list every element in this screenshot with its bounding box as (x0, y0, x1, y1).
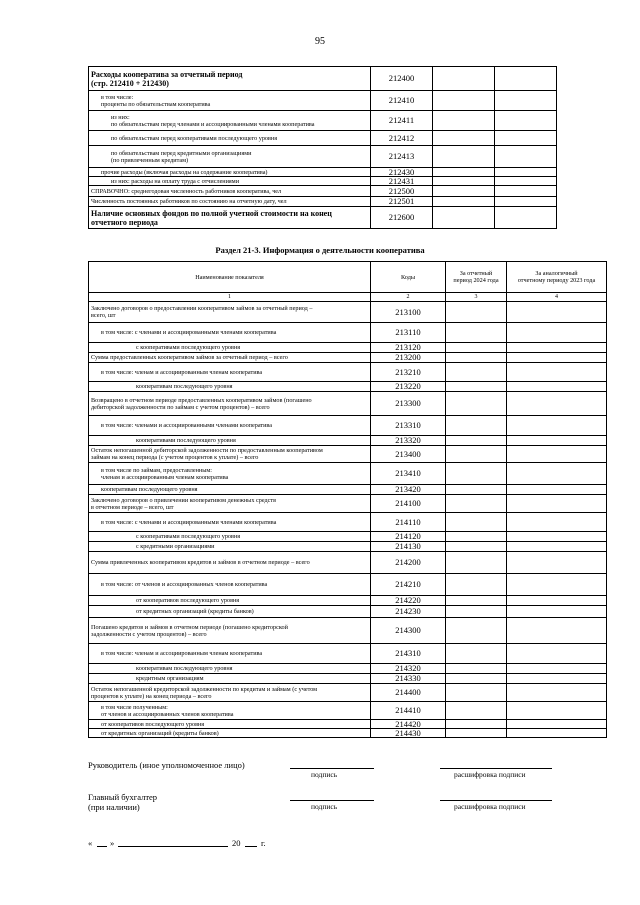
head-label: Руководитель (иное уполномоченное лицо) (88, 760, 245, 770)
value-cell[interactable] (507, 729, 607, 738)
indicator-code: 214300 (371, 618, 446, 644)
value-cell[interactable] (507, 392, 607, 416)
indicator-label: СПРАВОЧНО: среднегодовая численность работников кооператива, чел (89, 186, 371, 197)
value-cell[interactable] (507, 463, 607, 485)
indicator-code: 213220 (371, 382, 446, 392)
indicator-code: 214310 (371, 644, 446, 664)
indicator-code: 214120 (371, 532, 446, 542)
value-cell[interactable] (446, 532, 507, 542)
column-number: 1 (89, 293, 371, 302)
header-row (89, 262, 607, 293)
indicator-label: с кредитными организациями (89, 542, 371, 552)
header-previous-period: За аналогичный отчетному периоду 2023 года (507, 262, 607, 293)
value-cell[interactable] (507, 416, 607, 436)
indicator-label: в том числе: членами и ассоциированными членами кооператива (89, 416, 371, 436)
head-signature-line (290, 768, 374, 769)
indicator-code: 212412 (371, 131, 433, 146)
table-row (89, 436, 607, 446)
date-month-line (118, 846, 228, 847)
indicator-code: 213400 (371, 446, 446, 463)
indicator-code: 212400 (371, 67, 433, 91)
value-cell[interactable] (446, 542, 507, 552)
table-row (89, 702, 607, 720)
table-row (89, 485, 607, 495)
indicator-code: 212501 (371, 197, 433, 207)
value-cell[interactable] (446, 513, 507, 532)
value-cell[interactable] (507, 674, 607, 684)
indicator-label: Остаток непогашенной дебиторской задолженности по предоставленным кооперативом займам на конец периода (с учетом процентов к уплате) – всего (89, 446, 371, 463)
table-row (89, 463, 607, 485)
value-cell[interactable] (507, 596, 607, 606)
table-row (89, 207, 557, 229)
indicator-label: от кооперативов последующего уровня (89, 720, 371, 729)
value-cell[interactable] (507, 436, 607, 446)
table-row (89, 532, 607, 542)
indicator-label: в том числе: членам и ассоциированным членам кооператива (89, 644, 371, 664)
value-cell[interactable] (433, 177, 495, 186)
value-cell[interactable] (446, 436, 507, 446)
value-cell[interactable] (507, 343, 607, 353)
value-cell[interactable] (446, 485, 507, 495)
indicator-code: 214110 (371, 513, 446, 532)
value-cell[interactable] (507, 552, 607, 574)
indicator-code: 213210 (371, 363, 446, 382)
indicator-code: 212600 (371, 207, 433, 229)
value-cell[interactable] (507, 323, 607, 343)
value-cell[interactable] (446, 495, 507, 513)
value-cell[interactable] (446, 463, 507, 485)
indicator-label: прочие расходы (включая расходы на содержание кооператива) (89, 168, 371, 177)
table-row (89, 684, 607, 702)
value-cell[interactable] (433, 197, 495, 207)
table-row (89, 168, 557, 177)
indicator-label: в том числе: с членами и ассоциированными членами кооператива (89, 513, 371, 532)
table-row (89, 720, 607, 729)
value-cell[interactable] (495, 186, 557, 197)
column-number: 2 (371, 293, 446, 302)
header-codes: Коды (371, 262, 446, 293)
table-row (89, 131, 557, 146)
indicator-code: 214210 (371, 574, 446, 596)
value-cell[interactable] (446, 552, 507, 574)
chief-decode-caption: расшифровка подписи (454, 802, 526, 811)
table-row (89, 542, 607, 552)
header-indicator: Наименование показателя (89, 262, 371, 293)
value-cell[interactable] (495, 177, 557, 186)
value-cell[interactable] (446, 644, 507, 664)
table-row (89, 416, 607, 436)
value-cell[interactable] (446, 684, 507, 702)
value-cell[interactable] (446, 596, 507, 606)
value-cell[interactable] (433, 207, 495, 229)
expenses-table (88, 66, 557, 229)
indicator-code: 212500 (371, 186, 433, 197)
value-cell[interactable] (507, 684, 607, 702)
value-cell[interactable] (446, 446, 507, 463)
value-cell[interactable] (507, 302, 607, 323)
indicator-label: в том числе: проценты по обязательствам кооператива (89, 91, 371, 111)
table-row (89, 392, 607, 416)
value-cell[interactable] (446, 382, 507, 392)
value-cell[interactable] (507, 513, 607, 532)
table-row (89, 644, 607, 664)
value-cell[interactable] (495, 131, 557, 146)
chief-signature-line (290, 800, 374, 801)
value-cell[interactable] (507, 446, 607, 463)
value-cell[interactable] (446, 618, 507, 644)
value-cell[interactable] (446, 720, 507, 729)
indicator-label: от кредитных организаций (кредиты банков) (89, 729, 371, 738)
indicator-code: 214320 (371, 664, 446, 674)
value-cell[interactable] (507, 363, 607, 382)
indicator-code: 214100 (371, 495, 446, 513)
indicator-code: 213420 (371, 485, 446, 495)
indicator-label: Наличие основных фондов по полной учетной стоимости на конец отчетного периода (89, 207, 371, 229)
indicator-label: в том числе по займам, предоставленным: членам и ассоциированным членам кооператива (89, 463, 371, 485)
indicator-label: кооперативам последующего уровня (89, 382, 371, 392)
column-number: 3 (446, 293, 507, 302)
table-row (89, 674, 607, 684)
table-row (89, 302, 607, 323)
indicator-label: Численность постоянных работников по состоянию на отчетную дату, чел (89, 197, 371, 207)
value-cell[interactable] (446, 323, 507, 343)
table-row (89, 618, 607, 644)
value-cell[interactable] (507, 606, 607, 618)
indicator-label: от кооперативов последующего уровня (89, 596, 371, 606)
value-cell[interactable] (495, 111, 557, 131)
value-cell[interactable] (433, 168, 495, 177)
table-row (89, 353, 607, 363)
value-cell[interactable] (495, 207, 557, 229)
value-cell[interactable] (495, 91, 557, 111)
indicator-label: от кредитных организаций (кредиты банков) (89, 606, 371, 618)
indicator-label: из них: по обязательствам перед членами и ассоциированными членами кооператива (89, 111, 371, 131)
indicator-label: из них: расходы на оплату труда с отчислениями (89, 177, 371, 186)
value-cell[interactable] (507, 485, 607, 495)
indicator-code: 212431 (371, 177, 433, 186)
value-cell[interactable] (446, 353, 507, 363)
table-row (89, 446, 607, 463)
indicator-code: 212410 (371, 91, 433, 111)
table-row (89, 596, 607, 606)
value-cell[interactable] (433, 91, 495, 111)
indicator-label: кооперативами последующего уровня (89, 436, 371, 446)
indicator-code: 212411 (371, 111, 433, 131)
indicator-label: кооперативам последующего уровня (89, 485, 371, 495)
indicator-label: Погашено кредитов и займов в отчетном периоде (погашено кредиторской задолженности с учетом процентов) – всего (89, 618, 371, 644)
value-cell[interactable] (507, 664, 607, 674)
indicator-code: 214220 (371, 596, 446, 606)
table-row (89, 186, 557, 197)
head-decode-caption: расшифровка подписи (454, 770, 526, 779)
value-cell[interactable] (446, 702, 507, 720)
indicator-code: 212430 (371, 168, 433, 177)
value-cell[interactable] (446, 302, 507, 323)
indicator-label: с кооперативами последующего уровня (89, 343, 371, 353)
value-cell[interactable] (446, 729, 507, 738)
chief-label: Главный бухгалтер (88, 792, 158, 802)
head-decode-line (440, 768, 552, 769)
indicator-label: в том числе: с членами и ассоциированными членами кооператива (89, 323, 371, 343)
value-cell[interactable] (507, 542, 607, 552)
table-row (89, 177, 557, 186)
table-row (89, 513, 607, 532)
indicator-label: в том числе: от членов и ассоциированных членов кооператива (89, 574, 371, 596)
head-sign-caption: подпись (311, 770, 338, 779)
value-cell[interactable] (433, 67, 495, 91)
table-row (89, 111, 557, 131)
indicator-label: Возвращено в отчетном периоде предоставленных кооперативом займов (погашено дебиторской задолженности по займам с учетом процентов) – всего (89, 392, 371, 416)
column-numbers-row (89, 293, 607, 302)
chief-decode-line (440, 800, 552, 801)
value-cell[interactable] (433, 146, 495, 168)
indicator-label: кредитным организациям (89, 674, 371, 684)
header-current-period: За отчетный период 2024 года (446, 262, 507, 293)
value-cell[interactable] (433, 131, 495, 146)
value-cell[interactable] (433, 186, 495, 197)
value-cell[interactable] (495, 168, 557, 177)
date-year-line (245, 846, 257, 847)
indicator-code: 214420 (371, 720, 446, 729)
table-row (89, 552, 607, 574)
indicator-label: Заключено договоров о привлечении кооперативом денежных средств в отчетном периоде – всего, шт (89, 495, 371, 513)
table-row (89, 664, 607, 674)
activity-table (88, 261, 607, 738)
date-close-quote: » (110, 838, 115, 848)
indicator-label: Расходы кооператива за отчетный период (стр. 212410 + 212430) (89, 67, 371, 91)
value-cell[interactable] (507, 702, 607, 720)
table-row (89, 729, 607, 738)
indicator-code: 214200 (371, 552, 446, 574)
value-cell[interactable] (446, 392, 507, 416)
indicator-code: 213120 (371, 343, 446, 353)
value-cell[interactable] (495, 197, 557, 207)
value-cell[interactable] (495, 146, 557, 168)
table-row (89, 606, 607, 618)
column-number: 4 (507, 293, 607, 302)
table-row (89, 146, 557, 168)
indicator-code: 214130 (371, 542, 446, 552)
indicator-code: 214400 (371, 684, 446, 702)
table-row (89, 382, 607, 392)
indicator-code: 213310 (371, 416, 446, 436)
indicator-code: 213300 (371, 392, 446, 416)
table-row (89, 363, 607, 382)
date-day-line (97, 846, 107, 847)
value-cell[interactable] (446, 606, 507, 618)
indicator-label: в том числе полученным: от членов и ассоциированных членов кооператива (89, 702, 371, 720)
value-cell[interactable] (446, 664, 507, 674)
table-row (89, 197, 557, 207)
indicator-label: Сумма предоставленных кооперативом займов за отчетный период – всего (89, 353, 371, 363)
indicator-code: 213200 (371, 353, 446, 363)
indicator-label: Заключено договоров о предоставлении кооперативом займов за отчетный период – всего, шт (89, 302, 371, 323)
value-cell[interactable] (507, 382, 607, 392)
value-cell[interactable] (507, 495, 607, 513)
chief-label-note: (при наличии) (88, 802, 140, 812)
value-cell[interactable] (433, 111, 495, 131)
table-row (89, 323, 607, 343)
value-cell[interactable] (446, 574, 507, 596)
indicator-code: 214410 (371, 702, 446, 720)
indicator-code: 214230 (371, 606, 446, 618)
value-cell[interactable] (507, 720, 607, 729)
indicator-label: с кооперативами последующего уровня (89, 532, 371, 542)
table-row (89, 574, 607, 596)
indicator-label: по обязательствам перед кредитными организациями (по привлеченным кредитам) (89, 146, 371, 168)
table-row (89, 343, 607, 353)
indicator-label: Сумма привлеченных кооперативом кредитов и займов в отчетном периоде – всего (89, 552, 371, 574)
value-cell[interactable] (446, 674, 507, 684)
indicator-label: в том числе: членам и ассоциированным членам кооператива (89, 363, 371, 382)
table-row (89, 67, 557, 91)
indicator-code: 213320 (371, 436, 446, 446)
value-cell[interactable] (446, 343, 507, 353)
indicator-label: кооперативам последующего уровня (89, 664, 371, 674)
indicator-code: 212413 (371, 146, 433, 168)
value-cell[interactable] (507, 574, 607, 596)
value-cell[interactable] (446, 363, 507, 382)
value-cell[interactable] (507, 618, 607, 644)
date-year-prefix: 20 (232, 838, 241, 848)
table-row (89, 495, 607, 513)
date-open-quote: « (88, 838, 93, 848)
value-cell[interactable] (507, 353, 607, 363)
table-row (89, 91, 557, 111)
value-cell[interactable] (507, 644, 607, 664)
indicator-code: 214330 (371, 674, 446, 684)
chief-sign-caption: подпись (311, 802, 338, 811)
indicator-code: 213100 (371, 302, 446, 323)
indicator-code: 213110 (371, 323, 446, 343)
indicator-code: 214430 (371, 729, 446, 738)
indicator-code: 213410 (371, 463, 446, 485)
page-number: 95 (315, 36, 325, 47)
indicator-label: Остаток непогашенной кредиторской задолженности по кредитам и займам (с учетом процентов к уплате) на конец периода – всего (89, 684, 371, 702)
value-cell[interactable] (446, 416, 507, 436)
section-title: Раздел 21-3. Информация о деятельности кооператива (215, 245, 425, 255)
value-cell[interactable] (507, 532, 607, 542)
indicator-label: по обязательствам перед кооперативами последующего уровня (89, 131, 371, 146)
value-cell[interactable] (495, 67, 557, 91)
date-year-suffix: г. (261, 838, 266, 848)
